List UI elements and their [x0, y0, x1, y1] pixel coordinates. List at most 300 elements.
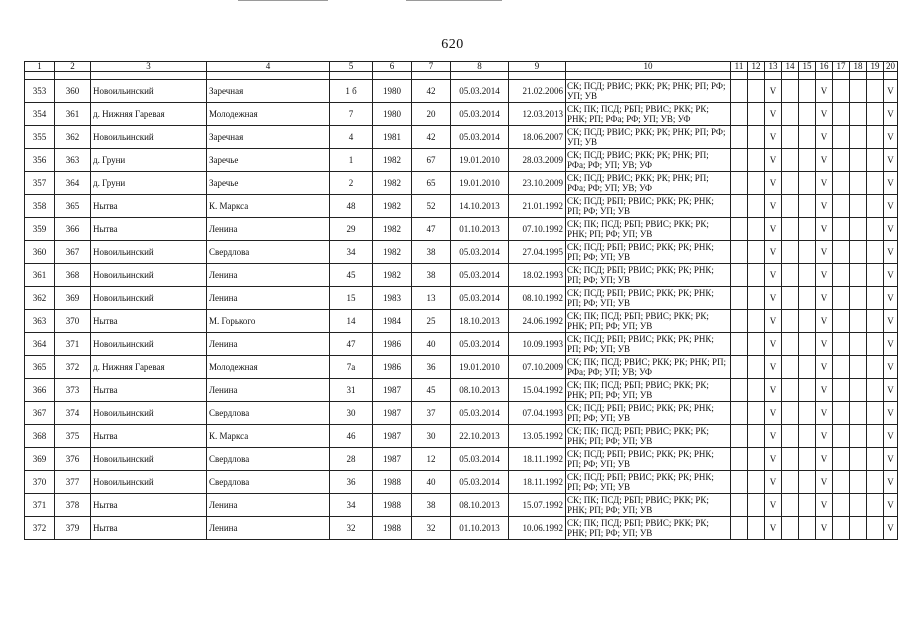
house-number-cell: 14 — [330, 310, 373, 333]
house-number-cell: 48 — [330, 195, 373, 218]
empty-cell-col-12 — [748, 241, 765, 264]
check-mark-col-16: V — [816, 172, 833, 195]
survey-date-cell: 19.01.2010 — [451, 356, 509, 379]
column-header-3: 3 — [91, 62, 207, 72]
object-number-cell: 364 — [55, 172, 91, 195]
check-mark-col-16: V — [816, 310, 833, 333]
empty-cell-col-19 — [867, 172, 884, 195]
empty-cell-col-14 — [782, 333, 799, 356]
column-header-6: 6 — [373, 62, 412, 72]
column-header-14: 14 — [782, 62, 799, 72]
table-row — [25, 402, 898, 425]
empty-cell-col-11 — [731, 379, 748, 402]
empty-cell-col-11 — [731, 356, 748, 379]
row-number-cell: 368 — [25, 425, 55, 448]
object-number-cell: 370 — [55, 310, 91, 333]
column-header-13: 13 — [765, 62, 782, 72]
separator-cell — [25, 72, 55, 80]
apartments-count-cell: 65 — [412, 172, 451, 195]
empty-cell-col-12 — [748, 126, 765, 149]
document-list-cell: СК; ПСД; РБП; РВИС; РКК; РК; РНК; РП; РФ; УП; УВ — [566, 264, 731, 287]
table-row — [25, 172, 898, 195]
house-number-cell: 32 — [330, 517, 373, 540]
check-mark-col-13: V — [765, 149, 782, 172]
empty-cell-col-11 — [731, 333, 748, 356]
separator-cell — [748, 72, 765, 80]
object-number-cell: 375 — [55, 425, 91, 448]
empty-cell-col-14 — [782, 425, 799, 448]
check-mark-col-20: V — [884, 264, 898, 287]
year-built-cell: 1988 — [373, 517, 412, 540]
survey-date-cell: 05.03.2014 — [451, 448, 509, 471]
settlement-cell: Нытва — [91, 310, 207, 333]
empty-cell-col-18 — [850, 287, 867, 310]
column-header-20: 20 — [884, 62, 898, 72]
apartments-count-cell: 36 — [412, 356, 451, 379]
check-mark-col-13: V — [765, 356, 782, 379]
object-number-cell: 365 — [55, 195, 91, 218]
column-header-17: 17 — [833, 62, 850, 72]
document-list-cell: СК; ПК; ПСД; РБП; РВИС; РКК; РК; РНК; РП; РФ; УП; УВ — [566, 517, 731, 540]
street-cell: Свердлова — [207, 402, 330, 425]
page-number: 620 — [441, 37, 464, 52]
street-cell: К. Маркса — [207, 425, 330, 448]
empty-cell-col-17 — [833, 333, 850, 356]
settlement-cell: д. Нижняя Гаревая — [91, 356, 207, 379]
survey-date-cell: 22.10.2013 — [451, 425, 509, 448]
check-mark-col-20: V — [884, 517, 898, 540]
year-built-cell: 1981 — [373, 126, 412, 149]
table-row — [25, 287, 898, 310]
empty-cell-col-12 — [748, 517, 765, 540]
empty-cell-col-15 — [799, 356, 816, 379]
row-number-cell: 364 — [25, 333, 55, 356]
empty-cell-col-19 — [867, 379, 884, 402]
separator-cell — [884, 72, 898, 80]
empty-cell-col-14 — [782, 264, 799, 287]
street-cell: Молодежная — [207, 103, 330, 126]
house-number-cell: 7а — [330, 356, 373, 379]
empty-cell-col-17 — [833, 80, 850, 103]
empty-cell-col-19 — [867, 264, 884, 287]
check-mark-col-20: V — [884, 126, 898, 149]
table-row — [25, 80, 898, 103]
document-date-cell: 23.10.2009 — [509, 172, 566, 195]
empty-cell-col-14 — [782, 471, 799, 494]
apartments-count-cell: 30 — [412, 425, 451, 448]
empty-cell-col-19 — [867, 425, 884, 448]
check-mark-col-16: V — [816, 218, 833, 241]
street-cell: Ленина — [207, 218, 330, 241]
empty-cell-col-14 — [782, 195, 799, 218]
street-cell: К. Маркса — [207, 195, 330, 218]
object-number-cell: 367 — [55, 241, 91, 264]
survey-date-cell: 18.10.2013 — [451, 310, 509, 333]
empty-cell-col-11 — [731, 310, 748, 333]
check-mark-col-20: V — [884, 195, 898, 218]
empty-cell-col-17 — [833, 402, 850, 425]
empty-cell-col-18 — [850, 379, 867, 402]
empty-cell-col-14 — [782, 126, 799, 149]
empty-cell-col-15 — [799, 172, 816, 195]
empty-cell-col-11 — [731, 448, 748, 471]
empty-cell-col-18 — [850, 241, 867, 264]
check-mark-col-20: V — [884, 333, 898, 356]
separator-cell — [91, 72, 207, 80]
document-list-cell: СК; ПК; ПСД; РБП; РВИС; РКК; РК; РНК; РП; РФа; РФ; УП; УВ; УФ — [566, 103, 731, 126]
settlement-cell: Новоильинский — [91, 241, 207, 264]
empty-cell-col-18 — [850, 494, 867, 517]
check-mark-col-20: V — [884, 149, 898, 172]
apartments-count-cell: 32 — [412, 517, 451, 540]
apartments-count-cell: 47 — [412, 218, 451, 241]
empty-cell-col-11 — [731, 517, 748, 540]
year-built-cell: 1980 — [373, 103, 412, 126]
check-mark-col-20: V — [884, 310, 898, 333]
document-list-cell: СК; ПСД; РБП; РВИС; РКК; РК; РНК; РП; РФ; УП; УВ — [566, 287, 731, 310]
empty-cell-col-14 — [782, 241, 799, 264]
empty-cell-col-14 — [782, 80, 799, 103]
table-row — [25, 517, 898, 540]
street-cell: Ленина — [207, 333, 330, 356]
empty-cell-col-19 — [867, 448, 884, 471]
separator-cell — [451, 72, 509, 80]
check-mark-col-13: V — [765, 425, 782, 448]
survey-date-cell: 08.10.2013 — [451, 494, 509, 517]
street-cell: Ленина — [207, 264, 330, 287]
blank-separator-row — [25, 72, 898, 80]
check-mark-col-20: V — [884, 287, 898, 310]
house-number-cell: 47 — [330, 333, 373, 356]
empty-cell-col-15 — [799, 333, 816, 356]
document-date-cell: 12.03.2013 — [509, 103, 566, 126]
separator-cell — [816, 72, 833, 80]
empty-cell-col-14 — [782, 218, 799, 241]
object-number-cell: 373 — [55, 379, 91, 402]
check-mark-col-13: V — [765, 287, 782, 310]
settlement-cell: д. Нижняя Гаревая — [91, 103, 207, 126]
empty-cell-col-17 — [833, 517, 850, 540]
settlement-cell: Новоильинский — [91, 80, 207, 103]
check-mark-col-13: V — [765, 333, 782, 356]
settlement-cell: Нытва — [91, 425, 207, 448]
empty-cell-col-18 — [850, 402, 867, 425]
house-number-cell: 34 — [330, 241, 373, 264]
empty-cell-col-15 — [799, 448, 816, 471]
empty-cell-col-11 — [731, 471, 748, 494]
empty-cell-col-18 — [850, 425, 867, 448]
object-number-cell: 368 — [55, 264, 91, 287]
house-number-cell: 28 — [330, 448, 373, 471]
empty-cell-col-15 — [799, 287, 816, 310]
row-number-cell: 362 — [25, 287, 55, 310]
document-date-cell: 07.10.2009 — [509, 356, 566, 379]
empty-cell-col-11 — [731, 241, 748, 264]
year-built-cell: 1987 — [373, 402, 412, 425]
separator-cell — [207, 72, 330, 80]
empty-cell-col-15 — [799, 241, 816, 264]
separator-cell — [782, 72, 799, 80]
empty-cell-col-18 — [850, 264, 867, 287]
column-header-7: 7 — [412, 62, 451, 72]
apartments-count-cell: 52 — [412, 195, 451, 218]
check-mark-col-20: V — [884, 402, 898, 425]
object-number-cell: 376 — [55, 448, 91, 471]
empty-cell-col-19 — [867, 195, 884, 218]
empty-cell-col-14 — [782, 356, 799, 379]
row-number-cell: 369 — [25, 448, 55, 471]
table-row — [25, 448, 898, 471]
street-cell: М. Горького — [207, 310, 330, 333]
empty-cell-col-17 — [833, 379, 850, 402]
document-date-cell: 10.09.1993 — [509, 333, 566, 356]
empty-cell-col-12 — [748, 287, 765, 310]
year-built-cell: 1982 — [373, 241, 412, 264]
object-number-cell: 379 — [55, 517, 91, 540]
empty-cell-col-18 — [850, 103, 867, 126]
check-mark-col-20: V — [884, 241, 898, 264]
empty-cell-col-19 — [867, 333, 884, 356]
check-mark-col-13: V — [765, 379, 782, 402]
street-cell: Ленина — [207, 494, 330, 517]
empty-cell-col-14 — [782, 379, 799, 402]
empty-cell-col-12 — [748, 448, 765, 471]
house-number-cell: 2 — [330, 172, 373, 195]
survey-date-cell: 05.03.2014 — [451, 103, 509, 126]
column-header-5: 5 — [330, 62, 373, 72]
column-header-12: 12 — [748, 62, 765, 72]
empty-cell-col-17 — [833, 448, 850, 471]
empty-cell-col-17 — [833, 471, 850, 494]
empty-cell-col-19 — [867, 218, 884, 241]
empty-cell-col-15 — [799, 103, 816, 126]
object-number-cell: 374 — [55, 402, 91, 425]
table-row — [25, 126, 898, 149]
empty-cell-col-12 — [748, 149, 765, 172]
document-date-cell: 24.06.1992 — [509, 310, 566, 333]
survey-date-cell: 05.03.2014 — [451, 80, 509, 103]
empty-cell-col-15 — [799, 218, 816, 241]
empty-cell-col-17 — [833, 126, 850, 149]
empty-cell-col-15 — [799, 494, 816, 517]
check-mark-col-13: V — [765, 448, 782, 471]
empty-cell-col-18 — [850, 126, 867, 149]
check-mark-col-13: V — [765, 494, 782, 517]
top-rule-left — [238, 0, 328, 1]
street-cell: Свердлова — [207, 241, 330, 264]
document-list-cell: СК; ПСД; РБП; РВИС; РКК; РК; РНК; РП; РФ; УП; УВ — [566, 448, 731, 471]
empty-cell-col-12 — [748, 471, 765, 494]
empty-cell-col-19 — [867, 149, 884, 172]
check-mark-col-13: V — [765, 471, 782, 494]
empty-cell-col-12 — [748, 310, 765, 333]
register-table-body — [25, 62, 898, 540]
empty-cell-col-15 — [799, 80, 816, 103]
survey-date-cell: 19.01.2010 — [451, 149, 509, 172]
object-number-cell: 360 — [55, 80, 91, 103]
row-number-cell: 353 — [25, 80, 55, 103]
street-cell: Свердлова — [207, 448, 330, 471]
empty-cell-col-15 — [799, 402, 816, 425]
check-mark-col-20: V — [884, 494, 898, 517]
empty-cell-col-12 — [748, 172, 765, 195]
house-number-cell: 29 — [330, 218, 373, 241]
separator-cell — [55, 72, 91, 80]
table-row — [25, 310, 898, 333]
year-built-cell: 1982 — [373, 264, 412, 287]
empty-cell-col-14 — [782, 172, 799, 195]
empty-cell-col-14 — [782, 149, 799, 172]
check-mark-col-13: V — [765, 195, 782, 218]
year-built-cell: 1988 — [373, 494, 412, 517]
check-mark-col-13: V — [765, 310, 782, 333]
check-mark-col-13: V — [765, 80, 782, 103]
table-row — [25, 149, 898, 172]
check-mark-col-13: V — [765, 103, 782, 126]
document-list-cell: СК; ПСД; РВИС; РКК; РК; РНК; РП; РФа; РФ; УП; УВ; УФ — [566, 149, 731, 172]
empty-cell-col-17 — [833, 172, 850, 195]
document-list-cell: СК; ПСД; РВИС; РКК; РК; РНК; РП; РФ; УП; УВ — [566, 80, 731, 103]
street-cell: Заречная — [207, 80, 330, 103]
table-row — [25, 241, 898, 264]
year-built-cell: 1984 — [373, 310, 412, 333]
survey-date-cell: 05.03.2014 — [451, 402, 509, 425]
empty-cell-col-18 — [850, 149, 867, 172]
empty-cell-col-12 — [748, 379, 765, 402]
empty-cell-col-11 — [731, 287, 748, 310]
empty-cell-col-11 — [731, 195, 748, 218]
register-table — [24, 61, 898, 540]
object-number-cell: 378 — [55, 494, 91, 517]
object-number-cell: 361 — [55, 103, 91, 126]
settlement-cell: Новоильинский — [91, 471, 207, 494]
survey-date-cell: 05.03.2014 — [451, 333, 509, 356]
empty-cell-col-19 — [867, 241, 884, 264]
document-date-cell: 21.02.2006 — [509, 80, 566, 103]
apartments-count-cell: 42 — [412, 126, 451, 149]
document-list-cell: СК; ПК; ПСД; РБП; РВИС; РКК; РК; РНК; РП; РФ; УП; УВ — [566, 379, 731, 402]
house-number-cell: 15 — [330, 287, 373, 310]
table-row — [25, 425, 898, 448]
empty-cell-col-15 — [799, 310, 816, 333]
empty-cell-col-14 — [782, 494, 799, 517]
document-list-cell: СК; ПК; ПСД; РВИС; РКК; РК; РНК; РП; РФа; РФ; УП; УВ; УФ — [566, 356, 731, 379]
check-mark-col-16: V — [816, 494, 833, 517]
document-date-cell: 15.04.1992 — [509, 379, 566, 402]
check-mark-col-16: V — [816, 241, 833, 264]
document-date-cell: 08.10.1992 — [509, 287, 566, 310]
settlement-cell: Новоильинский — [91, 402, 207, 425]
empty-cell-col-19 — [867, 517, 884, 540]
document-date-cell: 10.06.1992 — [509, 517, 566, 540]
empty-cell-col-17 — [833, 494, 850, 517]
table-row — [25, 471, 898, 494]
empty-cell-col-15 — [799, 379, 816, 402]
row-number-cell: 371 — [25, 494, 55, 517]
survey-date-cell: 19.01.2010 — [451, 172, 509, 195]
check-mark-col-20: V — [884, 80, 898, 103]
apartments-count-cell: 38 — [412, 494, 451, 517]
apartments-count-cell: 45 — [412, 379, 451, 402]
empty-cell-col-17 — [833, 218, 850, 241]
check-mark-col-16: V — [816, 126, 833, 149]
settlement-cell: Новоильинский — [91, 287, 207, 310]
year-built-cell: 1980 — [373, 80, 412, 103]
column-header-1: 1 — [25, 62, 55, 72]
street-cell: Ленина — [207, 517, 330, 540]
settlement-cell: Новоильинский — [91, 126, 207, 149]
table-row — [25, 333, 898, 356]
check-mark-col-16: V — [816, 379, 833, 402]
empty-cell-col-14 — [782, 402, 799, 425]
survey-date-cell: 05.03.2014 — [451, 471, 509, 494]
document-date-cell: 18.06.2007 — [509, 126, 566, 149]
empty-cell-col-17 — [833, 103, 850, 126]
empty-cell-col-19 — [867, 402, 884, 425]
separator-cell — [412, 72, 451, 80]
empty-cell-col-18 — [850, 448, 867, 471]
separator-cell — [731, 72, 748, 80]
check-mark-col-13: V — [765, 172, 782, 195]
check-mark-col-16: V — [816, 517, 833, 540]
document-list-cell: СК; ПСД; РВИС; РКК; РК; РНК; РП; РФ; УП; УВ — [566, 126, 731, 149]
top-rule-right — [406, 0, 502, 1]
document-list-cell: СК; ПК; ПСД; РБП; РВИС; РКК; РК; РНК; РП; РФ; УП; УВ — [566, 310, 731, 333]
table-row — [25, 218, 898, 241]
empty-cell-col-11 — [731, 425, 748, 448]
settlement-cell: Нытва — [91, 494, 207, 517]
object-number-cell: 362 — [55, 126, 91, 149]
house-number-cell: 30 — [330, 402, 373, 425]
empty-cell-col-11 — [731, 494, 748, 517]
settlement-cell: Новоильинский — [91, 264, 207, 287]
empty-cell-col-15 — [799, 126, 816, 149]
year-built-cell: 1986 — [373, 356, 412, 379]
column-number-row — [25, 62, 898, 72]
year-built-cell: 1982 — [373, 172, 412, 195]
year-built-cell: 1988 — [373, 471, 412, 494]
survey-date-cell: 05.03.2014 — [451, 241, 509, 264]
check-mark-col-16: V — [816, 333, 833, 356]
empty-cell-col-11 — [731, 126, 748, 149]
year-built-cell: 1986 — [373, 333, 412, 356]
street-cell: Заречная — [207, 126, 330, 149]
survey-date-cell: 05.03.2014 — [451, 264, 509, 287]
column-header-18: 18 — [850, 62, 867, 72]
check-mark-col-20: V — [884, 379, 898, 402]
row-number-cell: 366 — [25, 379, 55, 402]
empty-cell-col-17 — [833, 425, 850, 448]
empty-cell-col-18 — [850, 195, 867, 218]
document-list-cell: СК; ПСД; РБП; РВИС; РКК; РК; РНК; РП; РФ; УП; УВ — [566, 471, 731, 494]
empty-cell-col-12 — [748, 80, 765, 103]
empty-cell-col-19 — [867, 103, 884, 126]
row-number-cell: 372 — [25, 517, 55, 540]
check-mark-col-16: V — [816, 80, 833, 103]
table-row — [25, 264, 898, 287]
empty-cell-col-15 — [799, 264, 816, 287]
row-number-cell: 361 — [25, 264, 55, 287]
empty-cell-col-17 — [833, 195, 850, 218]
column-header-2: 2 — [55, 62, 91, 72]
object-number-cell: 377 — [55, 471, 91, 494]
settlement-cell: Новоильинский — [91, 448, 207, 471]
house-number-cell: 36 — [330, 471, 373, 494]
row-number-cell: 363 — [25, 310, 55, 333]
empty-cell-col-19 — [867, 310, 884, 333]
separator-cell — [765, 72, 782, 80]
street-cell: Заречье — [207, 172, 330, 195]
